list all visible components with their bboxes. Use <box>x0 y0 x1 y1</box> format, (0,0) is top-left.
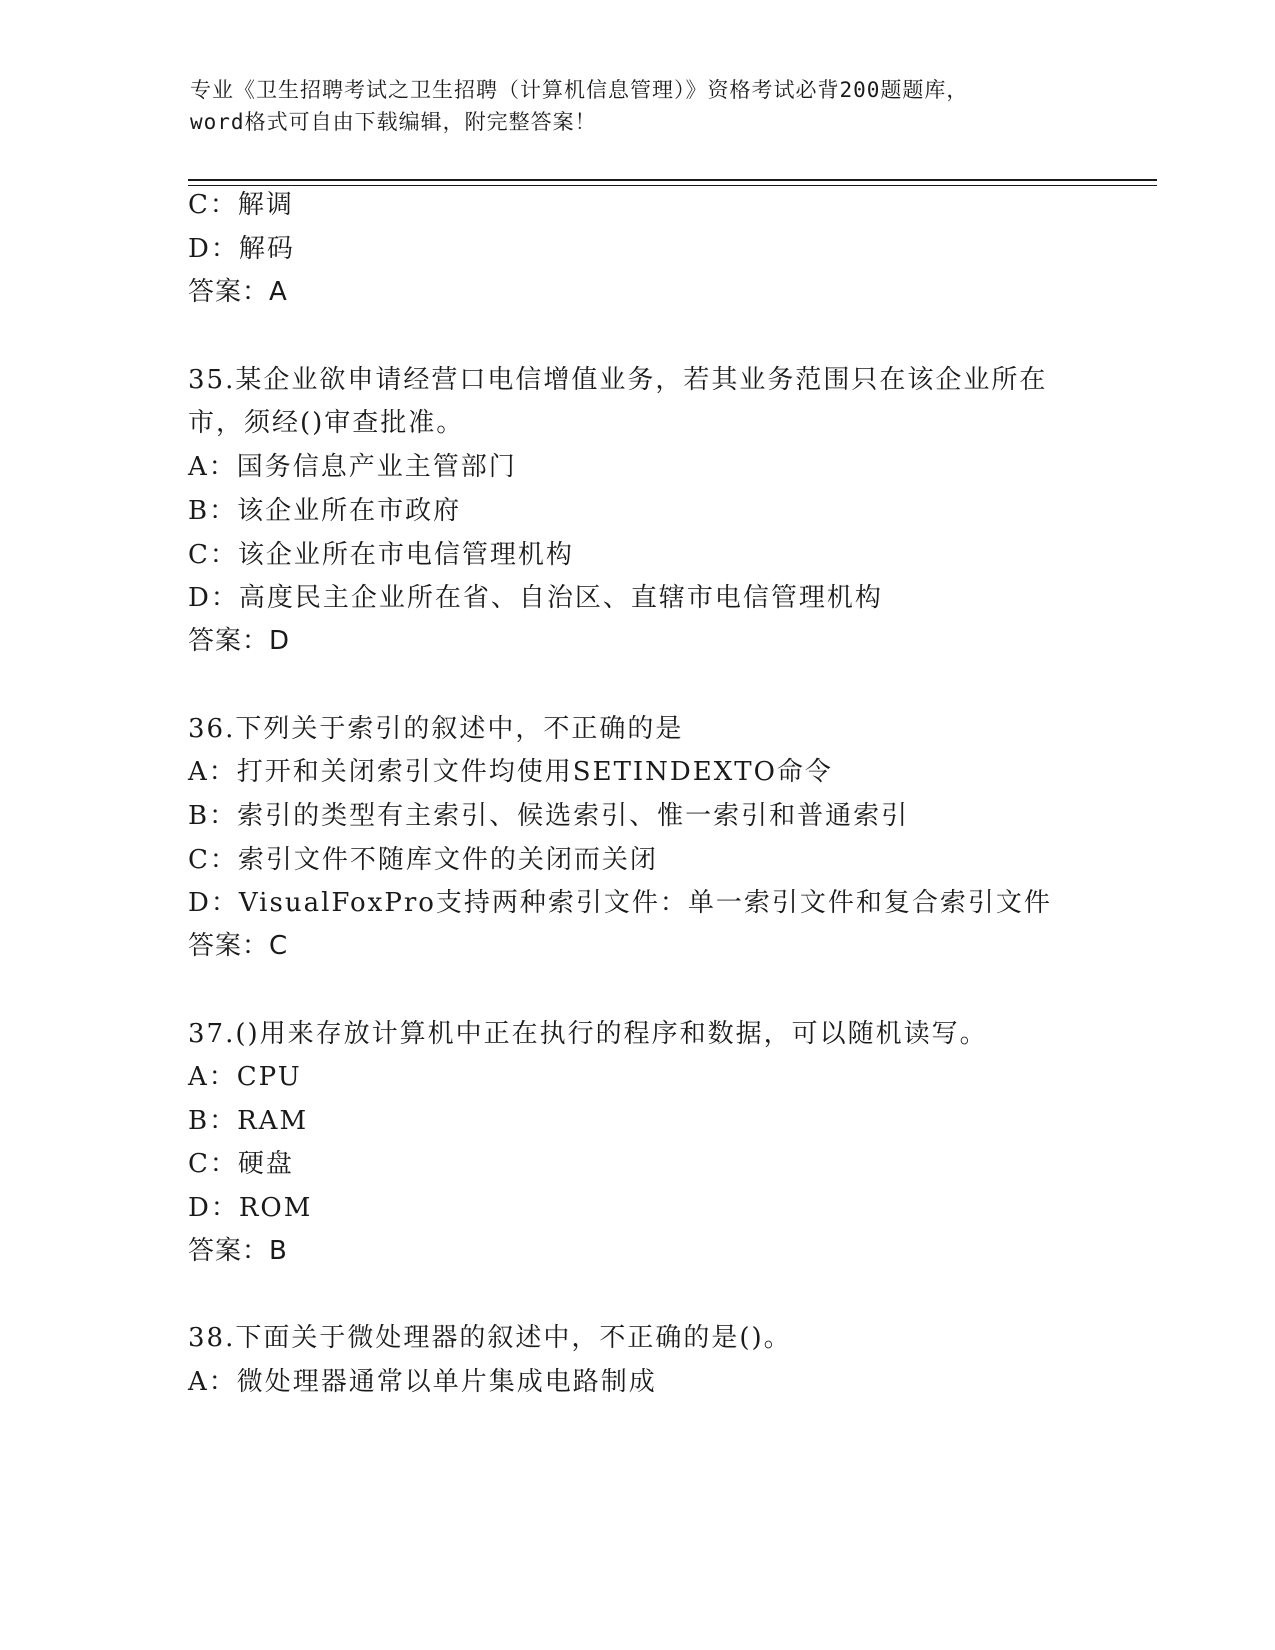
header-line-2: word格式可自由下载编辑，附完整答案！ <box>190 110 597 134</box>
document-header <box>190 74 1080 138</box>
answer-line: 答案：B <box>188 1236 288 1266</box>
answer-line: 答案：C <box>188 931 289 961</box>
option-c: C：该企业所在市电信管理机构 <box>188 540 574 570</box>
answer-line: 答案：D <box>188 626 291 656</box>
question-38: 38.下面关于微处理器的叙述中，不正确的是()。 <box>188 1323 792 1353</box>
option-b: B：索引的类型有主索引、候选索引、惟一索引和普通索引 <box>188 801 910 831</box>
answer-line: 答案：A <box>188 277 288 307</box>
header-divider-thin <box>188 185 1157 186</box>
question-35-line-1: 35.某企业欲申请经营口电信增值业务，若其业务范围只在该企业所在 <box>188 365 1048 395</box>
option-b: B：RAM <box>188 1106 309 1136</box>
question-35-line-2: 市，须经()审查批准。 <box>188 408 465 438</box>
option-c: C：索引文件不随库文件的关闭而关闭 <box>188 845 658 875</box>
option-d: D：ROM <box>188 1193 313 1223</box>
header-line-1: 专业《卫生招聘考试之卫生招聘（计算机信息管理）》资格考试必背200题题库， <box>190 78 969 102</box>
option-c: C：硬盘 <box>188 1149 294 1179</box>
header-divider-thick <box>188 179 1157 181</box>
question-36: 36.下列关于索引的叙述中，不正确的是 <box>188 714 684 744</box>
option-a: A：CPU <box>188 1062 302 1092</box>
option-a: A：国务信息产业主管部门 <box>188 452 517 482</box>
option-d: D：高度民主企业所在省、自治区、直辖市电信管理机构 <box>188 583 883 613</box>
option-c: C：解调 <box>188 190 294 220</box>
option-a: A：打开和关闭索引文件均使用SETINDEXTO命令 <box>188 757 833 787</box>
question-37: 37.()用来存放计算机中正在执行的程序和数据，可以随机读写。 <box>188 1019 988 1049</box>
option-d: D：解码 <box>188 234 295 264</box>
option-a: A：微处理器通常以单片集成电路制成 <box>188 1367 657 1397</box>
option-b: B：该企业所在市政府 <box>188 496 462 526</box>
option-d: D：VisualFoxPro支持两种索引文件：单一索引文件和复合索引文件 <box>188 888 1052 918</box>
